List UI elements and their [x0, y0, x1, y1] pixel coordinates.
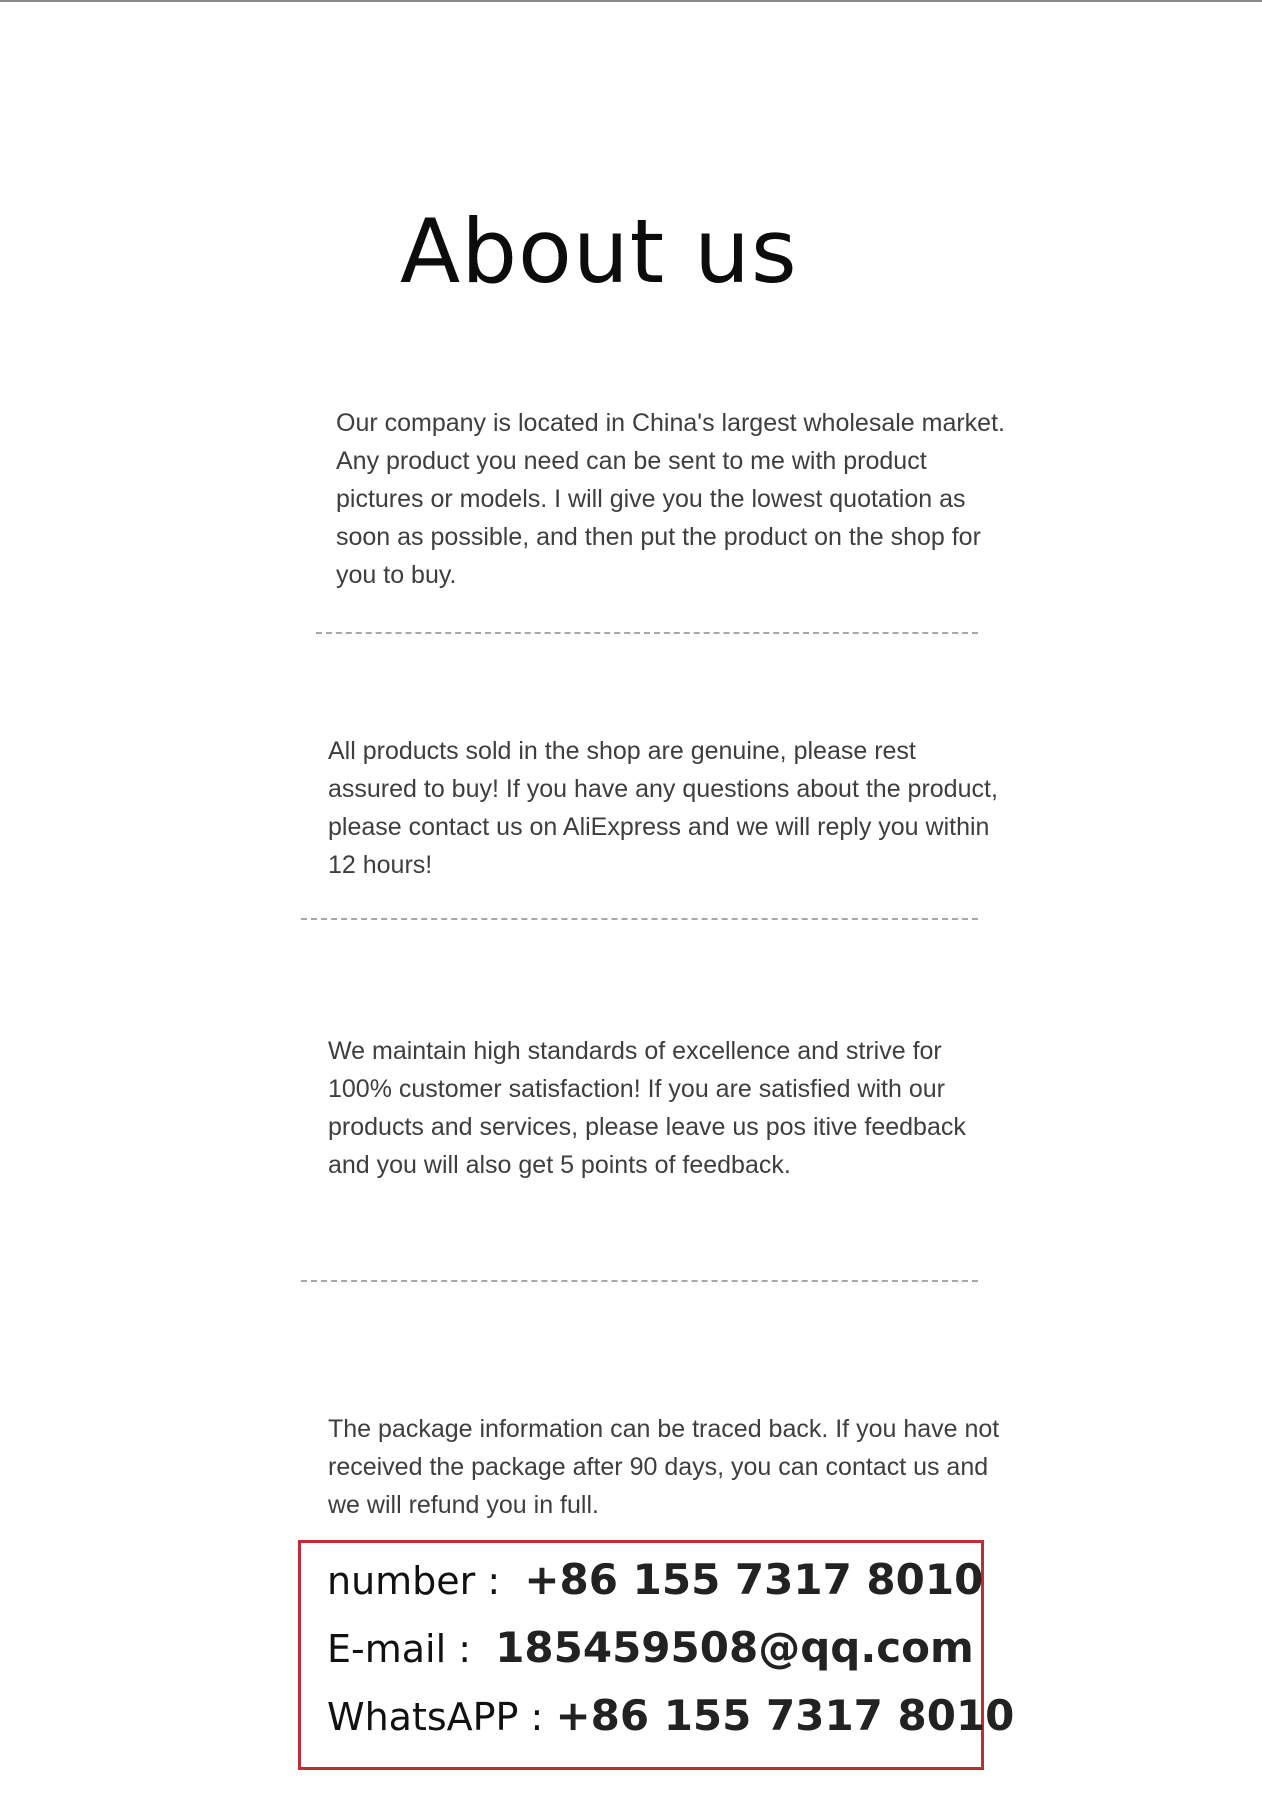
contact-row-email: [327, 1623, 974, 1672]
dashed-divider: [301, 918, 978, 920]
dashed-divider: [316, 632, 978, 634]
phone-number-value[interactable]: +86 155 7317 8010: [524, 1555, 984, 1604]
top-border-line: [0, 0, 1262, 2]
contact-row-whatsapp: [327, 1691, 1014, 1740]
whatsapp-label: WhatsAPP :: [327, 1695, 556, 1739]
paragraph-genuine-products: All products sold in the shop are genuine, please rest assured to buy! If you have any questions about the product, please contact us on AliExpress and we will reply you within 12 hours!: [328, 737, 998, 879]
whatsapp-value[interactable]: +86 155 7317 8010: [555, 1691, 1015, 1740]
paragraph-package-refund: The package information can be traced back. If you have not received the package after 90 days, you can contact us and we will refund you in full.: [328, 1415, 1000, 1519]
contact-row-number: [327, 1555, 983, 1604]
phone-number-label: number :: [327, 1559, 525, 1603]
email-value[interactable]: 185459508@qq.com: [495, 1623, 974, 1672]
dashed-divider: [301, 1280, 978, 1282]
paragraph-company-location: Our company is located in China's largest wholesale market. Any product you need can be sent to me with product pictures or models. I will give you the lowest quotation as soon as possible, and then put the product on the shop for you to buy.: [336, 409, 1005, 589]
page-title: About us: [400, 200, 798, 303]
email-label: E-mail :: [327, 1627, 496, 1671]
contact-info-box: [298, 1540, 1015, 1770]
paragraph-customer-satisfaction: We maintain high standards of excellence and strive for 100% customer satisfaction! If you are satisfied with our products and services, please leave us pos itive feedback and you will also get 5 points of feedback.: [328, 1037, 966, 1179]
